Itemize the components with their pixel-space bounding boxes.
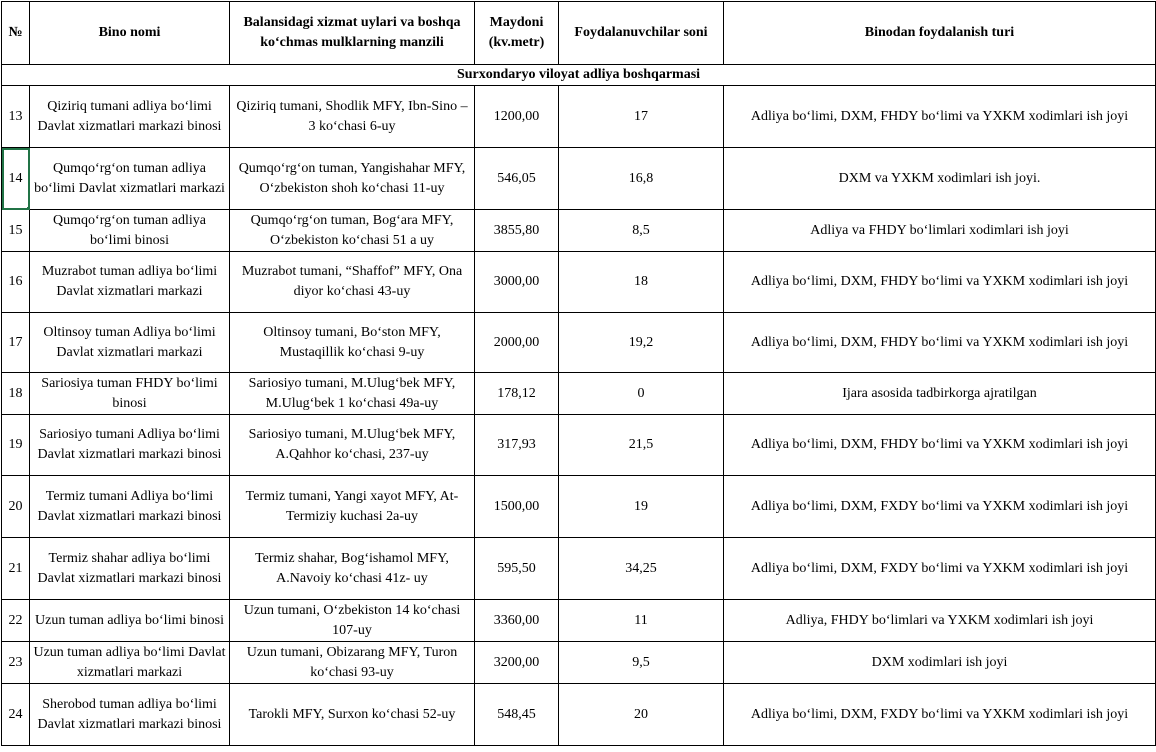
- building-name-cell[interactable]: Qiziriq tumani adliya bo‘limi Davlat xizmatlari markazi binosi: [30, 86, 230, 148]
- usage-type-cell[interactable]: DXM xodimlari ish joyi: [724, 642, 1156, 684]
- table-row: [2, 538, 1156, 600]
- table-row: [2, 684, 1156, 746]
- building-name-cell[interactable]: Termiz tumani Adliya bo‘limi Davlat xizmatlari markazi binosi: [30, 476, 230, 538]
- address-cell[interactable]: Qiziriq tumani, Shodlik MFY, Ibn-Sino – 3 ko‘chasi 6-uy: [230, 86, 475, 148]
- header-building-name[interactable]: Bino nomi: [30, 2, 230, 65]
- usage-type-cell[interactable]: Adliya bo‘limi, DXM, FHDY bo‘limi va YXKM xodimlari ish joyi: [724, 313, 1156, 373]
- address-cell[interactable]: Sariosiyo tumani, M.Ulug‘bek MFY, M.Ulug‘bek 1 ko‘chasi 49a-uy: [230, 373, 475, 415]
- area-cell[interactable]: 3200,00: [475, 642, 559, 684]
- area-cell[interactable]: 317,93: [475, 415, 559, 476]
- table-row: [2, 373, 1156, 415]
- property-table: [1, 1, 1156, 746]
- row-number-cell[interactable]: 14: [2, 148, 30, 210]
- row-number-cell[interactable]: 19: [2, 415, 30, 476]
- area-cell[interactable]: 1500,00: [475, 476, 559, 538]
- area-cell[interactable]: 548,45: [475, 684, 559, 746]
- area-cell[interactable]: 1200,00: [475, 86, 559, 148]
- header-num[interactable]: №: [2, 2, 30, 65]
- users-count-cell[interactable]: 19: [559, 476, 724, 538]
- usage-type-cell[interactable]: Adliya, FHDY bo‘limlari va YXKM xodimlari ish joyi: [724, 600, 1156, 642]
- table-row: [2, 642, 1156, 684]
- users-count-cell[interactable]: 16,8: [559, 148, 724, 210]
- row-number-cell[interactable]: 18: [2, 373, 30, 415]
- area-cell[interactable]: 3000,00: [475, 252, 559, 313]
- usage-type-cell[interactable]: Adliya bo‘limi, DXM, FXDY bo‘limi va YXKM xodimlari ish joyi: [724, 476, 1156, 538]
- address-cell[interactable]: Sariosiyo tumani, M.Ulug‘bek MFY, A.Qahhor ko‘chasi, 237-uy: [230, 415, 475, 476]
- area-cell[interactable]: 3855,80: [475, 210, 559, 252]
- table-row: [2, 148, 1156, 210]
- area-cell[interactable]: 595,50: [475, 538, 559, 600]
- header-row: [2, 2, 1156, 65]
- address-cell[interactable]: Uzun tumani, O‘zbekiston 14 ko‘chasi 107-uy: [230, 600, 475, 642]
- building-name-cell[interactable]: Muzrabot tuman adliya bo‘limi Davlat xizmatlari markazi: [30, 252, 230, 313]
- users-count-cell[interactable]: 17: [559, 86, 724, 148]
- building-name-cell[interactable]: Uzun tuman adliya bo‘limi Davlat xizmatlari markazi: [30, 642, 230, 684]
- row-number-cell[interactable]: 21: [2, 538, 30, 600]
- usage-type-cell[interactable]: Ijara asosida tadbirkorga ajratilgan: [724, 373, 1156, 415]
- table-row: [2, 415, 1156, 476]
- table-row: [2, 313, 1156, 373]
- address-cell[interactable]: Termiz shahar, Bog‘ishamol MFY, A.Navoiy ko‘chasi 41z- uy: [230, 538, 475, 600]
- usage-type-cell[interactable]: DXM va YXKM xodimlari ish joyi.: [724, 148, 1156, 210]
- usage-type-cell[interactable]: Adliya va FHDY bo‘limlari xodimlari ish joyi: [724, 210, 1156, 252]
- row-number-cell[interactable]: 16: [2, 252, 30, 313]
- users-count-cell[interactable]: 9,5: [559, 642, 724, 684]
- building-name-cell[interactable]: Sariosiya tuman FHDY bo‘limi binosi: [30, 373, 230, 415]
- section-row: [2, 65, 1156, 86]
- users-count-cell[interactable]: 19,2: [559, 313, 724, 373]
- building-name-cell[interactable]: Sariosiyo tumani Adliya bo‘limi Davlat xizmatlari markazi binosi: [30, 415, 230, 476]
- table-row: [2, 210, 1156, 252]
- header-address[interactable]: Balansidagi xizmat uylari va boshqa ko‘chmas mulklarning manzili: [230, 2, 475, 65]
- row-number-cell[interactable]: 13: [2, 86, 30, 148]
- table-row: [2, 86, 1156, 148]
- users-count-cell[interactable]: 21,5: [559, 415, 724, 476]
- area-cell[interactable]: 178,12: [475, 373, 559, 415]
- address-cell[interactable]: Muzrabot tumani, “Shaffof” MFY, Ona diyor ko‘chasi 43-uy: [230, 252, 475, 313]
- table-row: [2, 252, 1156, 313]
- row-number-cell[interactable]: 15: [2, 210, 30, 252]
- area-cell[interactable]: 546,05: [475, 148, 559, 210]
- users-count-cell[interactable]: 34,25: [559, 538, 724, 600]
- building-name-cell[interactable]: Oltinsoy tuman Adliya bo‘limi Davlat xizmatlari markazi: [30, 313, 230, 373]
- address-cell[interactable]: Qumqo‘rg‘on tuman, Yangishahar MFY, O‘zbekiston shoh ko‘chasi 11-uy: [230, 148, 475, 210]
- address-cell[interactable]: Tarokli MFY, Surxon ko‘chasi 52-uy: [230, 684, 475, 746]
- row-number-cell[interactable]: 17: [2, 313, 30, 373]
- address-cell[interactable]: Termiz tumani, Yangi xayot MFY, At-Termiziy kuchasi 2a-uy: [230, 476, 475, 538]
- building-name-cell[interactable]: Termiz shahar adliya bo‘limi Davlat xizmatlari markazi binosi: [30, 538, 230, 600]
- users-count-cell[interactable]: 11: [559, 600, 724, 642]
- usage-type-cell[interactable]: Adliya bo‘limi, DXM, FXDY bo‘limi va YXKM xodimlari ish joyi: [724, 538, 1156, 600]
- usage-type-cell[interactable]: Adliya bo‘limi, DXM, FHDY bo‘limi va YXKM xodimlari ish joyi: [724, 252, 1156, 313]
- usage-type-cell[interactable]: Adliya bo‘limi, DXM, FHDY bo‘limi va YXKM xodimlari ish joyi: [724, 415, 1156, 476]
- building-name-cell[interactable]: Qumqo‘rg‘on tuman adliya bo‘limi Davlat xizmatlari markazi: [30, 148, 230, 210]
- users-count-cell[interactable]: 18: [559, 252, 724, 313]
- area-cell[interactable]: 2000,00: [475, 313, 559, 373]
- users-count-cell[interactable]: 0: [559, 373, 724, 415]
- table-row: [2, 600, 1156, 642]
- row-number-cell[interactable]: 20: [2, 476, 30, 538]
- header-area[interactable]: Maydoni (kv.metr): [475, 2, 559, 65]
- building-name-cell[interactable]: Sherobod tuman adliya bo‘limi Davlat xizmatlari markazi binosi: [30, 684, 230, 746]
- building-name-cell[interactable]: Uzun tuman adliya bo‘limi binosi: [30, 600, 230, 642]
- area-cell[interactable]: 3360,00: [475, 600, 559, 642]
- users-count-cell[interactable]: 20: [559, 684, 724, 746]
- usage-type-cell[interactable]: Adliya bo‘limi, DXM, FHDY bo‘limi va YXKM xodimlari ish joyi: [724, 86, 1156, 148]
- row-number-cell[interactable]: 22: [2, 600, 30, 642]
- address-cell[interactable]: Uzun tumani, Obizarang MFY, Turon ko‘chasi 93-uy: [230, 642, 475, 684]
- section-title[interactable]: Surxondaryo viloyat adliya boshqarmasi: [2, 65, 1156, 86]
- building-name-cell[interactable]: Qumqo‘rg‘on tuman adliya bo‘limi binosi: [30, 210, 230, 252]
- users-count-cell[interactable]: 8,5: [559, 210, 724, 252]
- header-usage[interactable]: Binodan foydalanish turi: [724, 2, 1156, 65]
- header-users[interactable]: Foydalanuvchilar soni: [559, 2, 724, 65]
- row-number-cell[interactable]: 24: [2, 684, 30, 746]
- table-row: [2, 476, 1156, 538]
- address-cell[interactable]: Qumqo‘rg‘on tuman, Bog‘ara MFY, O‘zbekiston ko‘chasi 51 a uy: [230, 210, 475, 252]
- row-number-cell[interactable]: 23: [2, 642, 30, 684]
- address-cell[interactable]: Oltinsoy tumani, Bo‘ston MFY, Mustaqillik ko‘chasi 9-uy: [230, 313, 475, 373]
- usage-type-cell[interactable]: Adliya bo‘limi, DXM, FXDY bo‘limi va YXKM xodimlari ish joyi: [724, 684, 1156, 746]
